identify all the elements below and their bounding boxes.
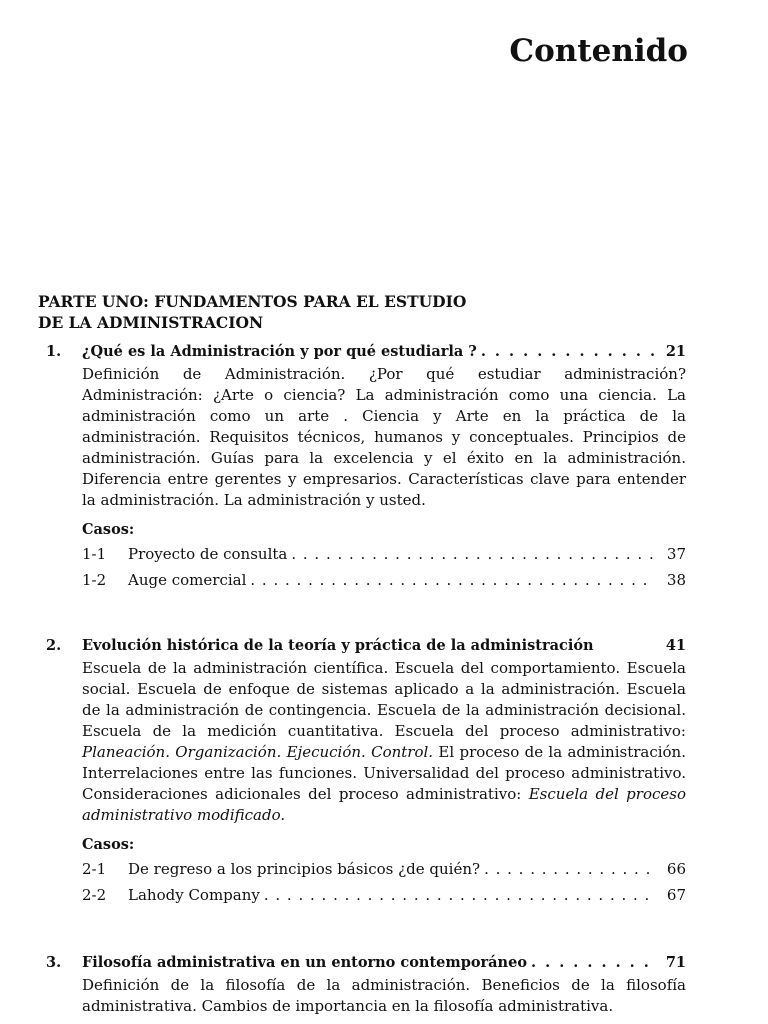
case-title: De regreso a los principios básicos ¿de quién? xyxy=(128,860,481,878)
chapter-3-number: 3. xyxy=(46,954,62,971)
dot-leader xyxy=(250,567,654,593)
case-page: 38 xyxy=(666,571,686,589)
chapter-2-description-italic-1: Planeación. Organización. Ejecución. Control. xyxy=(82,743,434,761)
case-page: 37 xyxy=(666,545,686,563)
chapter-1-description: Definición de Administración. ¿Por qué estudiar administración? Administración: ¿Arte o ciencia? La administración como una ciencia. La administración como un arte . Ciencia y Arte en la práctica de la administración. Requisitos técnicos, humanos y conceptuales. Principios de administración. Guías para la excelencia y el éxito en la administración. Diferencia entre gerentes y empresarios. Características clave para entender la administración. La administración y usted. xyxy=(82,365,686,509)
chapter-2-page: 41 xyxy=(665,637,686,654)
chapter-2 xyxy=(46,634,686,908)
part-heading-line-2: DE LA ADMINISTRACION xyxy=(38,313,264,332)
chapter-2-number: 2. xyxy=(46,637,62,654)
case-id: 2-1 xyxy=(82,860,107,878)
chapter-2-description-part-1: Escuela de la administración científica. Escuela del comportamiento. Escuela social. Escuela de enfoque de sistemas aplicado a la administración. Escuela de la administración de contingencia. Escuela de la administración decisional. Escuela de la medición cuantitativa. Escuela del proceso administrativo: xyxy=(82,659,686,740)
case-id: 1-1 xyxy=(82,545,107,563)
case-row[interactable] xyxy=(82,882,686,908)
chapter-1-page: 21 xyxy=(665,343,686,360)
page-title: Contenido xyxy=(509,33,688,69)
chapter-1 xyxy=(46,340,686,593)
dot-leader xyxy=(531,951,654,975)
case-row[interactable] xyxy=(82,567,686,593)
chapter-1-heading[interactable] xyxy=(46,340,686,364)
case-row[interactable] xyxy=(82,856,686,882)
chapter-2-cases-label: Casos: xyxy=(82,836,135,853)
chapter-2-description-part-2: El proceso de la administración. Interrelaciones entre las funciones. Universalidad del proceso administrativo. Consideraciones adicionales del proceso administrativo: xyxy=(82,743,686,803)
part-heading xyxy=(38,291,638,333)
case-page: 67 xyxy=(666,886,686,904)
case-page: 66 xyxy=(666,860,686,878)
case-id: 1-2 xyxy=(82,571,107,589)
chapter-2-heading[interactable] xyxy=(46,634,686,658)
dot-leader xyxy=(264,882,654,908)
chapter-1-number: 1. xyxy=(46,343,62,360)
case-title: Proyecto de consulta xyxy=(128,545,288,563)
dot-leader xyxy=(291,541,654,567)
chapter-3-heading[interactable] xyxy=(46,951,686,975)
chapter-1-cases-label: Casos: xyxy=(82,521,135,538)
dot-leader xyxy=(481,340,654,364)
chapter-3-title: Filosofía administrativa en un entorno contemporáneo xyxy=(82,954,527,971)
chapter-3-description: Definición de la filosofía de la administración. Beneficios de la filosofía administrativa. Cambios de importancia en la filosofía administrativa. xyxy=(82,976,686,1015)
chapter-3 xyxy=(46,951,686,1017)
chapter-3-page: 71 xyxy=(665,954,686,971)
case-title: Auge comercial xyxy=(128,571,247,589)
case-title: Lahody Company xyxy=(128,886,260,904)
chapter-2-title: Evolución histórica de la teoría y práctica de la administración xyxy=(82,637,594,654)
case-id: 2-2 xyxy=(82,886,107,904)
chapter-2-description xyxy=(82,658,686,826)
part-heading-line-1: PARTE UNO: FUNDAMENTOS PARA EL ESTUDIO xyxy=(38,292,467,311)
case-row[interactable] xyxy=(82,541,686,567)
chapter-2-description-italic-2: Escuela del proceso administrativo modificado. xyxy=(82,785,686,824)
chapter-1-title: ¿Qué es la Administración y por qué estudiarla ? xyxy=(82,343,477,360)
dot-leader xyxy=(484,856,654,882)
